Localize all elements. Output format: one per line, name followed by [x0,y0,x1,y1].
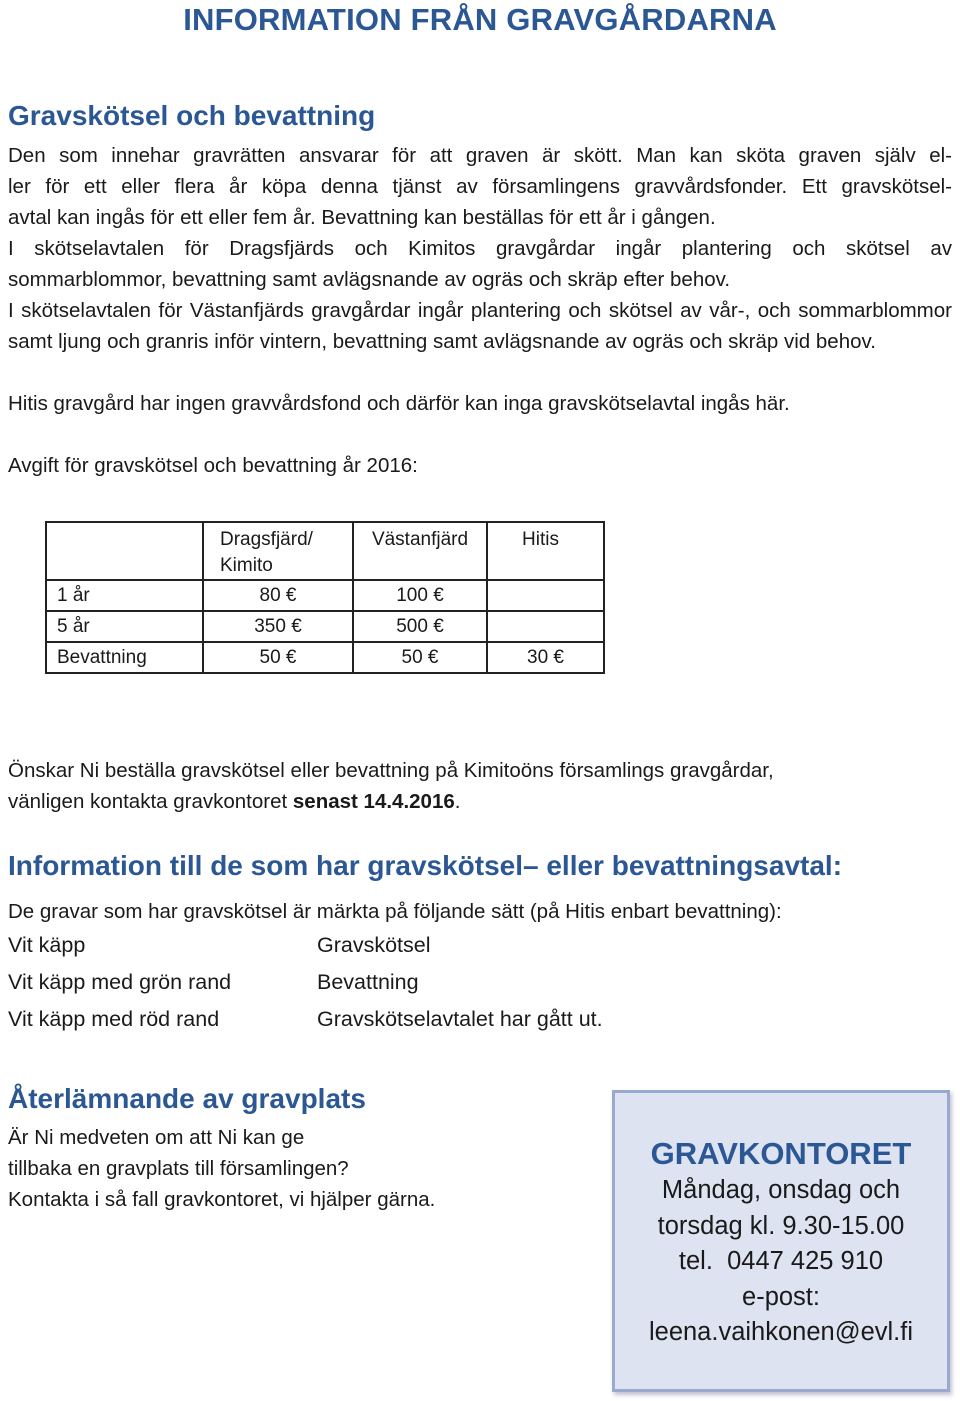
return-line: Är Ni medveten om att Ni kan ge [8,1126,305,1149]
office-phone: tel. 0447 425 910 [678,1247,884,1275]
table-row [46,642,604,673]
office-title: GRAVKONTORET [650,1136,912,1171]
table-header-cell: Västanfjärd [353,522,487,580]
office-hours-line: torsdag kl. 9.30-15.00 [657,1211,905,1240]
paragraph-gravratt [8,140,952,233]
table-cell: 100 € [353,580,487,611]
header-dragsfjard-kimito: Dragsfjärd/ Kimito [220,529,313,576]
paragraph-line: ler för ett eller flera år köpa denna tjänst av församlingens gravvårdsfonder. Ett gravskötsel- [8,175,952,198]
table-cell: 50 € [203,642,353,673]
paragraph-vastanfjard: I skötselavtalen för Västanfjärds gravgårdar ingår plantering och skötsel av vår-, och sommarblommor samt ljung och granris inför vintern, bevattning samt avlägsnande av ogräs och skräp vid behov. [8,299,952,353]
table-cell: 1 år [46,580,203,611]
mark-label: Vit käpp med röd rand [8,1007,220,1031]
section-heading-aterlamnande: Återlämnande av gravplats [8,1083,366,1114]
section-heading-information: Information till de som har gravskötsel– eller bevattningsavtal: [8,850,843,881]
order-deadline: senast 14.4.2016 [292,790,455,813]
table-cell: 350 € [203,611,353,642]
mark-meaning: Gravskötselavtalet har gått ut. [317,1007,603,1031]
order-info [8,755,952,817]
table-row [46,611,604,642]
order-text: vänligen kontakta gravkontoret [8,790,293,813]
fee-intro: Avgift för gravskötsel och bevattning år 2016: [8,454,418,477]
table-header-cell [203,522,353,580]
order-line [8,786,952,817]
paragraph-line: Den som innehar gravrätten ansvarar för att graven är skött. Man kan sköta graven själv el- [8,144,952,167]
paragraph-dragsfjard-kimito: I skötselavtalen för Dragsfjärds och Kimitos gravgårdar ingår plantering och skötsel av sommarblommor, bevattning samt avlägsnande av ogräs och skräp efter behov. [8,237,952,291]
table-row [46,580,604,611]
table-cell: 80 € [203,580,353,611]
table-cell: 500 € [353,611,487,642]
paragraph-line: avtal kan ingås för ett eller fem år. Bevattning kan beställas för ett år i gången. [8,206,716,229]
mark-label: Vit käpp [8,933,86,957]
fee-table [45,521,605,674]
marks-intro: De gravar som har gravskötsel är märkta på följande sätt (på Hitis enbart bevattning): [8,900,782,923]
return-info [8,1122,435,1215]
table-cell: 30 € [487,642,604,673]
return-line: Kontakta i så fall gravkontoret, vi hjälper gärna. [8,1188,436,1211]
paragraph-hitis: Hitis gravgård har ingen gravvårdsfond och därför kan inga gravskötselavtal ingås här. [8,392,790,415]
page-title: INFORMATION FRÅN GRAVGÅRDARNA [183,2,777,37]
office-hours-line: Måndag, onsdag och [661,1176,901,1204]
table-cell: Bevattning [46,642,203,673]
return-line: tillbaka en gravplats till församlingen? [8,1157,349,1180]
table-header-row [46,522,604,580]
office-email: leena.vaihkonen@evl.fi [648,1318,914,1346]
office-email-label: e-post: [742,1282,820,1311]
order-line: Önskar Ni beställa gravskötsel eller bevattning på Kimitoöns församlings gravgårdar, [8,759,774,782]
section-heading-gravskotsel: Gravskötsel och bevattning [8,100,376,131]
mark-meaning: Gravskötsel [317,933,431,957]
mark-meaning: Bevattning [317,970,419,994]
table-cell [487,611,604,642]
table-cell: 5 år [46,611,203,642]
mark-label: Vit käpp med grön rand [8,970,232,994]
table-header-cell: Hitis [487,522,604,580]
table-header-cell [46,522,203,580]
office-info-box [612,1090,950,1392]
table-cell [487,580,604,611]
table-cell: 50 € [353,642,487,673]
order-text-end: . [454,790,461,813]
